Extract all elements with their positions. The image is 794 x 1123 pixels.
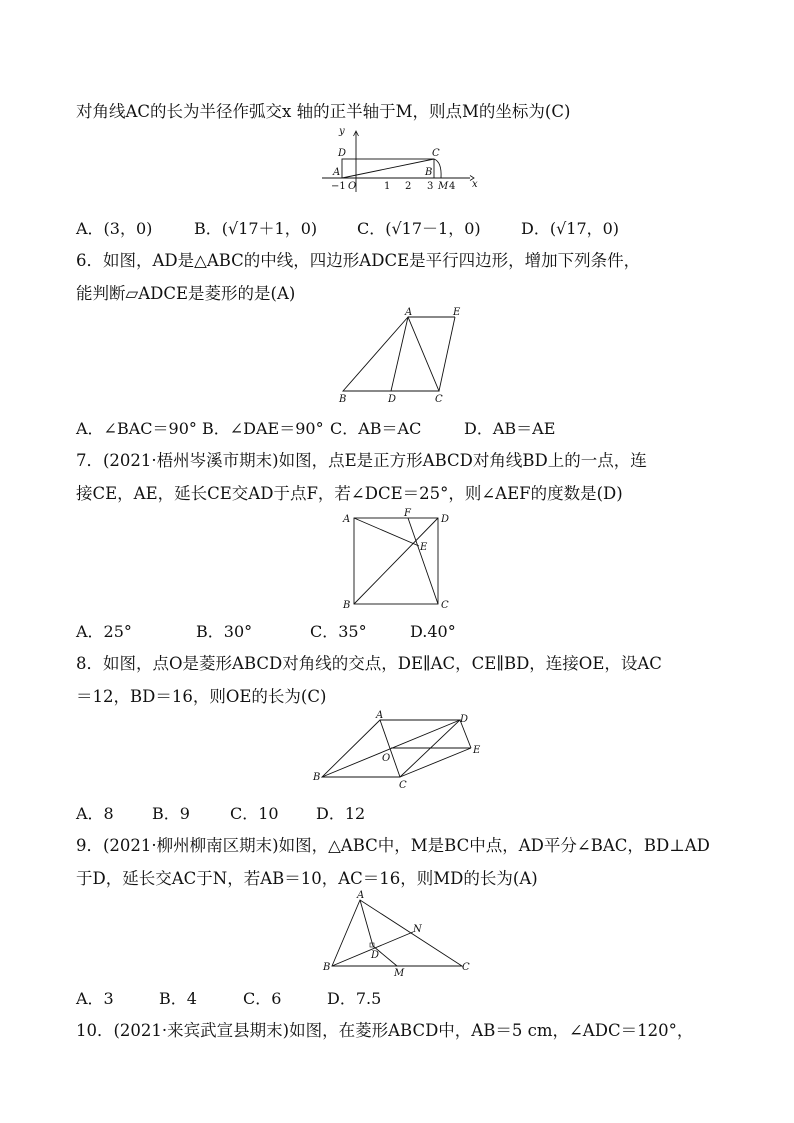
q9-label-A: A (357, 890, 365, 901)
q8-rhombus-figure (310, 710, 490, 792)
q5-label-C: C (432, 148, 440, 159)
q9-label-M: M (394, 968, 405, 979)
q9-label-C: C (462, 962, 470, 973)
q6-label-C: C (435, 394, 443, 405)
q5-label-B: B (425, 167, 433, 178)
q8-line2: ＝12，BD＝16，则OE的长为(C) (76, 687, 327, 706)
q7-line2: 接CE，AE，延长CE交AD于点F，若∠DCE＝25°，则∠AEF的度数是(D) (76, 484, 623, 503)
q7-label-F: F (404, 508, 411, 519)
q8-option-c: C．10 (230, 804, 279, 823)
q6-line2: 能判断▱ADCE是菱形的是(A) (76, 284, 296, 303)
q7-label-A: A (343, 514, 351, 525)
q8-label-B: B (313, 772, 321, 783)
q7-option-b: B．30° (196, 622, 253, 641)
q8-option-b: B．9 (152, 804, 190, 823)
q5-option-c: C．(√17－1，0) (357, 219, 481, 238)
q7-square-figure (340, 508, 460, 614)
q9-line1: 9．(2021·柳州柳南区期末)如图，△ABC中，M是BC中点，AD平分∠BAC，BD⊥AD (76, 836, 710, 855)
q5-option-b: B．(√17＋1，0) (194, 219, 318, 238)
q8-line1: 8．如图，点O是菱形ABCD对角线的交点，DE∥AC，CE∥BD，连接OE，设AC (76, 654, 662, 673)
q8-label-O: O (382, 753, 391, 764)
q7-option-a: A．25° (76, 622, 132, 641)
q5-tick-2: 2 (405, 181, 412, 192)
q6-option-a: A．∠BAC＝90° (76, 419, 197, 438)
q8-label-D: D (460, 714, 469, 725)
q5-tick-1: 1 (384, 181, 391, 192)
q8-label-A: A (376, 710, 384, 721)
q7-label-D: D (441, 514, 450, 525)
q5-tick-4: 4 (449, 181, 456, 192)
q9-line2: 于D，延长交AC于N，若AB＝10，AC＝16，则MD的长为(A) (76, 869, 538, 888)
q7-label-B: B (343, 600, 351, 611)
q8-option-d: D．12 (316, 804, 366, 823)
q9-option-b: B．4 (159, 989, 197, 1008)
q5-tick-3: 3 (427, 181, 434, 192)
q5-option-d: D．(√17，0) (521, 219, 620, 238)
q6-label-B: B (339, 394, 347, 405)
q5-tick-minus1: −1 (331, 181, 346, 192)
q8-label-C: C (399, 780, 407, 791)
q5-line1: 对角线AC的长为半径作弧交x 轴的正半轴于M，则点M的坐标为(C) (76, 102, 571, 121)
q9-options (76, 988, 381, 1010)
q6-line1: 6．如图，AD是△ABC的中线，四边形ADCE是平行四边形，增加下列条件， (76, 251, 641, 270)
q6-options (76, 418, 555, 440)
q5-coordinate-figure (318, 126, 478, 194)
q7-line1: 7．(2021·梧州岑溪市期末)如图，点E是正方形ABCD对角线BD上的一点，连 (76, 451, 647, 470)
q5-label-O: O (348, 181, 357, 192)
q6-label-A: A (405, 307, 413, 318)
q5-option-a: A．(3，0) (76, 219, 153, 238)
q5-label-A: A (333, 167, 341, 178)
q7-options (76, 621, 456, 643)
q8-label-E: E (473, 745, 481, 756)
q5-label-M: M (438, 181, 449, 192)
q5-label-D: D (338, 148, 347, 159)
q9-option-d: D．7.5 (327, 989, 382, 1008)
q6-option-b: B．∠DAE＝90° (202, 419, 324, 438)
q6-label-D: D (388, 394, 397, 405)
q6-option-d: D．AB＝AE (464, 419, 556, 438)
q8-option-a: A．8 (76, 804, 114, 823)
q6-label-E: E (453, 307, 461, 318)
q9-option-c: C．6 (243, 989, 282, 1008)
q9-triangle-figure (318, 890, 478, 980)
q9-label-B: B (323, 962, 331, 973)
q6-option-c: C．AB＝AC (330, 419, 422, 438)
q9-label-N: N (413, 924, 422, 935)
q9-label-D: D (371, 950, 380, 961)
q9-option-a: A．3 (76, 989, 114, 1008)
q8-options (76, 803, 365, 825)
q7-label-C: C (441, 600, 449, 611)
q10-line1: 10．(2021·来宾武宣县期末)如图，在菱形ABCD中，AB＝5 cm，∠ADC＝120°， (76, 1021, 694, 1040)
q5-options (76, 218, 619, 240)
q7-label-E: E (420, 542, 428, 553)
q7-option-c: C．35° (310, 622, 367, 641)
q5-label-y: y (339, 126, 345, 137)
q7-option-d: D.40° (410, 622, 456, 641)
q5-label-x: x (472, 179, 478, 190)
q6-triangle-figure (333, 305, 473, 405)
